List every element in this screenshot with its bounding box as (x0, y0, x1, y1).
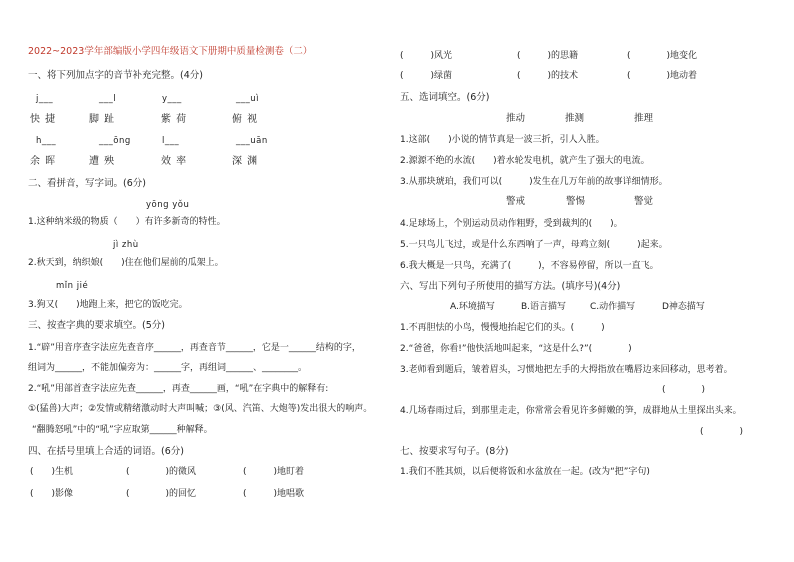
fill-item: ( )生机 (30, 467, 74, 477)
answer-blank: ( ) (700, 427, 744, 437)
section-5-heading: 五、选词填空。(6分) (400, 92, 490, 103)
question-text: 5.一只鸟儿飞过，或是什么东西响了一声，母鸡立刻( )起来。 (400, 240, 668, 250)
method-option: C.动作描写 (590, 302, 636, 312)
method-option: D神态描写 (662, 302, 705, 312)
word-item: 余 晖 (30, 156, 57, 167)
pinyin-hint: mǐn jié (56, 281, 89, 291)
word-item: 俯 视 (232, 114, 259, 125)
pinyin-hint: jì zhù (113, 240, 139, 250)
question-text: 2.“吼”用部首查字法应先查______，再查______画，“吼”在字典中的解释有: (28, 384, 329, 394)
question-text: 2.秋天到，纳织娘( )住在他们屋前的瓜架上。 (28, 258, 224, 268)
pinyin-blank: ___l (99, 94, 117, 104)
fill-item: ( )地变化 (627, 51, 698, 61)
pinyin-blank: y___ (162, 94, 182, 104)
pinyin-hint: yōng yǒu (146, 200, 190, 210)
pinyin-blank: h___ (36, 136, 57, 146)
question-text: 2.源源不绝的水流( )着水轮发电机，就产生了强大的电流。 (400, 156, 650, 166)
word-option: 推测 (565, 113, 585, 124)
question-text: 3.从那块琥珀，我们可以( )发生在几万年前的故事详细情形。 (400, 177, 668, 187)
question-text: 4.足球场上，个别运动员动作粗野，受到裁判的( )。 (400, 219, 623, 229)
fill-item: ( )地动着 (627, 71, 698, 81)
fill-item: ( )的微风 (126, 467, 197, 477)
page-title: 2022~2023学年部编版小学四年级语文下册期中质量检测卷（二） (28, 46, 313, 57)
method-option: A.环境描写 (450, 302, 495, 312)
section-2-heading: 二、看拼音，写字词。(6分) (28, 178, 146, 189)
question-text: 2.“爸爸，你看!”他快活地叫起来，“这是什么?”( ) (400, 344, 632, 354)
section-1-heading: 一、将下列加点字的音节补充完整。(4分) (28, 70, 203, 81)
section-4-heading: 四、在括号里填上合适的词语。(6分) (28, 446, 184, 457)
word-item: 快 捷 (30, 114, 57, 125)
pinyin-blank: ___uān (236, 136, 268, 146)
fill-item: ( )的技术 (517, 71, 579, 81)
fill-item: ( )的回忆 (126, 489, 197, 499)
fill-item: ( )影像 (30, 489, 74, 499)
word-option: 推理 (634, 113, 654, 124)
question-text: 1.“辟”用音序查字法应先查音序______，再查音节______，它是一______结构的字， (28, 343, 361, 353)
pinyin-blank: l___ (162, 136, 180, 146)
question-text: 1.我们不胜其烦，以后便将饭和水盆放在一起。(改为“把”字句) (400, 467, 650, 477)
word-option: 警戒 (506, 196, 526, 207)
fill-item: ( )绿菌 (400, 71, 453, 81)
answer-blank: ( ) (662, 385, 706, 395)
question-text: 1.不再胆怯的小鸟，慢慢地抬起它们的头。( ) (400, 323, 605, 333)
fill-item: ( )地盯着 (243, 467, 305, 477)
word-option: 推动 (506, 113, 526, 124)
question-text: 6.我大概是一只鸟，充满了( )，不容易停留，所以一直飞。 (400, 261, 659, 271)
word-item: 深 渊 (232, 156, 259, 167)
word-item: 脚 趾 (89, 114, 116, 125)
question-text: 组词为______，不能加偏旁为：______字，再组词______、________。 (28, 363, 308, 373)
fill-item: ( )风光 (400, 51, 453, 61)
word-item: 紫 荷 (161, 114, 188, 125)
question-text: “翻腾怒吼”中的“吼”字应取第______种解释。 (32, 425, 213, 435)
section-6-heading: 六、写出下列句子所使用的描写方法。(填序号)(4分) (400, 281, 621, 292)
pinyin-blank: ___ōng (99, 136, 131, 146)
method-option: B.语言描写 (521, 302, 567, 312)
word-option: 警惕 (566, 196, 586, 207)
question-text: 1.这部( )小说的情节真是一波三折，引人入胜。 (400, 135, 605, 145)
section-3-heading: 三、按查字典的要求填空。(5分) (28, 320, 165, 331)
fill-item: ( )地唱歌 (243, 489, 305, 499)
word-item: 效 率 (161, 156, 188, 167)
word-item: 遭 殃 (89, 156, 116, 167)
question-text: ①(猛兽)大声；②发情或精绪激动时大声叫喊；③(风、汽笛、大炮等)发出很大的响声。 (28, 404, 373, 414)
fill-item: ( )的思籍 (517, 51, 579, 61)
question-text: 3.老师看到题后，皱着眉头，习惯地把左手的大拇指放在嘴唇边来回移动，思考着。 (400, 365, 733, 375)
question-text: 1.这种纳米级的物质（ ）有许多新奇的特性。 (28, 217, 226, 227)
question-text: 3.狗又( )地跑上来，把它的饭吃完。 (28, 300, 188, 310)
section-7-heading: 七、按要求写句子。(8分) (400, 446, 509, 457)
question-text: 4.几场春雨过后，到那里走走，你常常会看见许多鲜嫩的笋，成群地从土里探出头来。 (400, 406, 742, 416)
pinyin-blank: j___ (36, 94, 54, 104)
pinyin-blank: ___uì (236, 94, 259, 104)
word-option: 警觉 (634, 196, 654, 207)
